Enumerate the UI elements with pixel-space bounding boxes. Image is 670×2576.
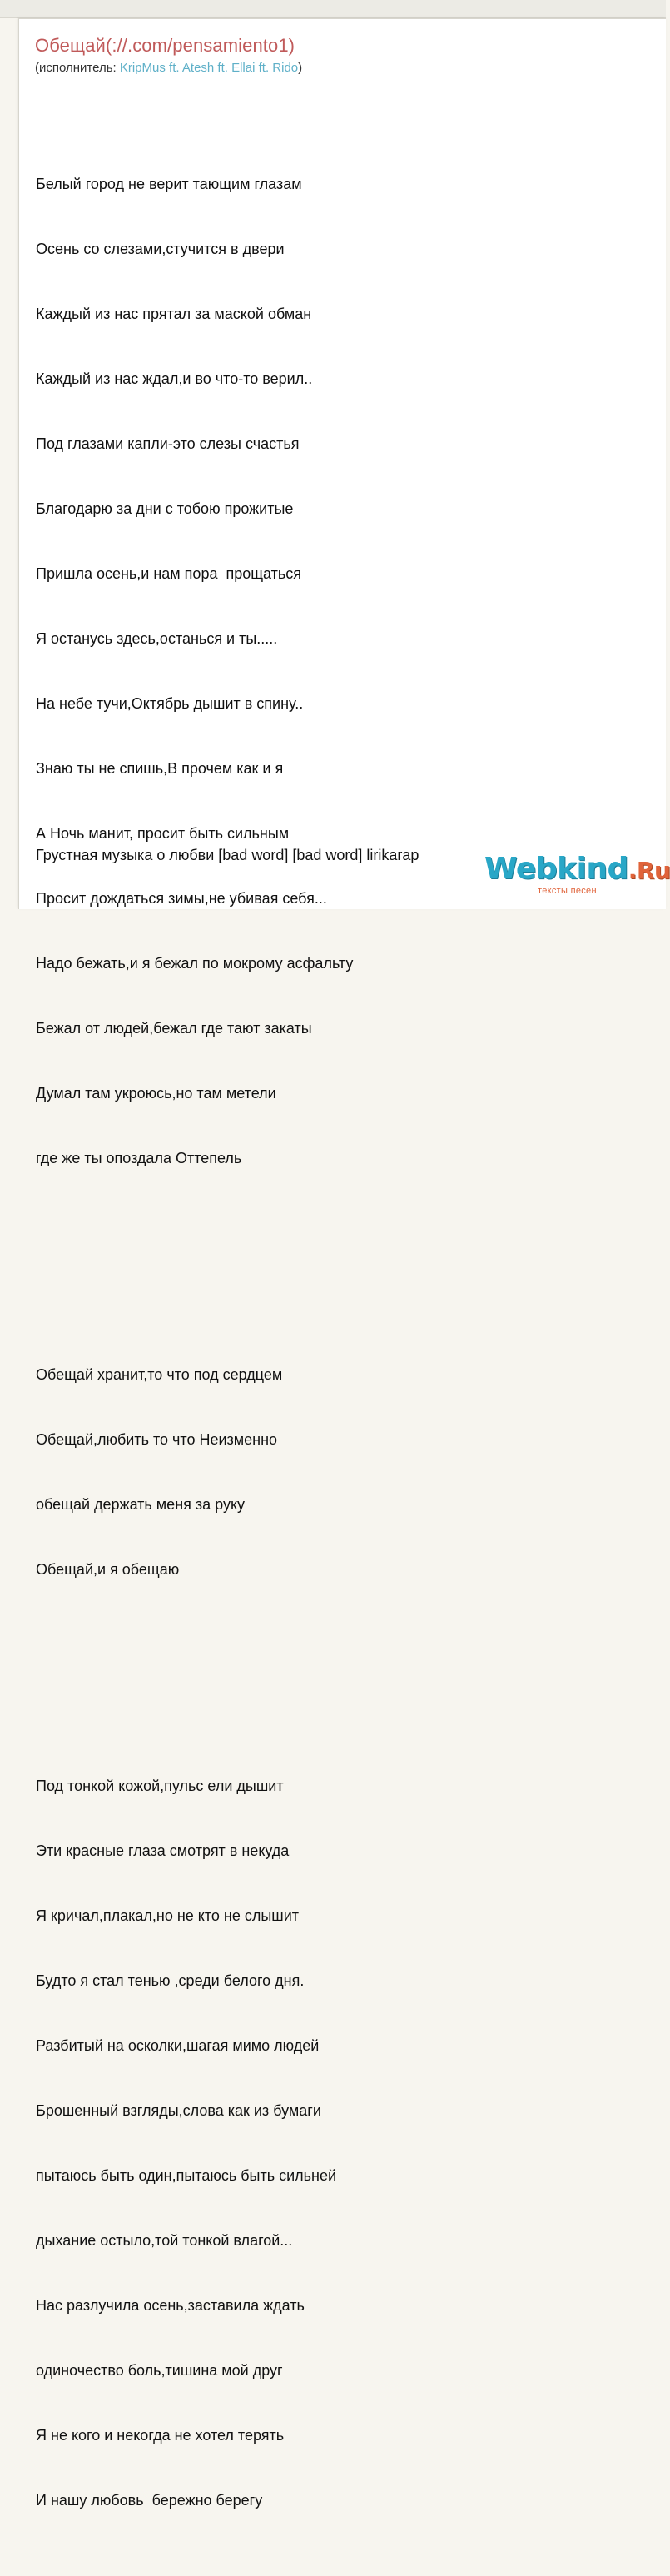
verse-1 bbox=[36, 130, 353, 1212]
lyric-line: Нас разлучила осень,заставила ждать bbox=[36, 2297, 305, 2314]
stanza-gap bbox=[36, 1667, 353, 1688]
artist-prefix: (исполнитель: bbox=[35, 61, 120, 75]
artist-line bbox=[35, 61, 302, 75]
lyric-line: Будто я стал тенью ,среди белого дня. bbox=[36, 1972, 305, 1989]
stanza-gap bbox=[36, 1256, 353, 1277]
footer-text: Грустная музыка о любви [bad word] [bad word] lirikarap bbox=[36, 847, 419, 863]
lyric-line: А Ночь манит, просит быть сильным bbox=[36, 825, 290, 842]
lyric-line: И нашу любовь бережно берегу bbox=[36, 2492, 263, 2509]
lyric-line: На небе тучи,Октябрь дышит в спину.. bbox=[36, 695, 304, 712]
lyric-line: Обещай хранит,то что под сердцем bbox=[36, 1366, 283, 1383]
lyric-line: Думал там укроюсь,но там метели bbox=[36, 1085, 276, 1102]
lyric-line: Каждый из нас ждал,и во что-то верил.. bbox=[36, 370, 313, 387]
lyric-line: Осень со слезами,стучится в двери bbox=[36, 241, 285, 257]
logo-main-text: Webkind bbox=[484, 852, 628, 886]
lyric-line: Брошенный взгляды,слова как из бумаги bbox=[36, 2102, 321, 2119]
logo-subtitle: тексты песен bbox=[538, 886, 597, 896]
logo-wordmark bbox=[484, 853, 670, 888]
lyric-line: одиночество боль,тишина мой друг bbox=[36, 2362, 283, 2379]
lyric-line: Каждый из нас прятал за маской обман bbox=[36, 306, 312, 322]
chorus bbox=[36, 1320, 353, 1624]
lyric-line: обещай держать меня за руку bbox=[36, 1496, 246, 1513]
lyric-line: Разбитый на осколки,шагая мимо людей bbox=[36, 2037, 320, 2054]
lyric-line: Под глазами капли-это слезы счастья bbox=[36, 435, 300, 452]
verse-2 bbox=[36, 1732, 353, 2554]
lyric-line: дыхание остыло,той тонкой влагой... bbox=[36, 2232, 293, 2249]
lyric-line: Благодарю за дни с тобою прожитые bbox=[36, 500, 294, 517]
lyric-line: Под тонкой кожой,пульс ели дышит bbox=[36, 1778, 284, 1794]
logo-tld: .Ru bbox=[628, 857, 670, 884]
lyric-line: Я не кого и некогда не хотел терять bbox=[36, 2427, 285, 2444]
lyric-line: Я останусь здесь,останься и ты..... bbox=[36, 630, 278, 647]
webkind-logo[interactable] bbox=[484, 852, 670, 903]
song-title: Обещай(://.com/pensamiento1) bbox=[35, 35, 295, 56]
lyric-line: Просит дождаться зимы,не убивая себя... bbox=[36, 890, 327, 907]
lyric-line: где же ты опоздала Оттепель bbox=[36, 1150, 242, 1166]
lyric-line: Белый город не верит тающим глазам bbox=[36, 176, 302, 192]
lyrics-body bbox=[36, 87, 353, 2576]
lyric-line: Обещай,любить то что Неизменно bbox=[36, 1431, 278, 1448]
artist-suffix: ) bbox=[298, 61, 303, 75]
page-top-border bbox=[0, 0, 666, 18]
lyric-line: Надо бежать,и я бежал по мокрому асфальту bbox=[36, 955, 354, 972]
lyric-line: Знаю ты не спишь,В прочем как и я bbox=[36, 760, 284, 777]
lyric-line: Эти красные глаза смотрят в некуда bbox=[36, 1842, 290, 1859]
lyric-line: Я кричал,плакал,но не кто не слышит bbox=[36, 1907, 300, 1924]
lyric-line: Пришла осень,и нам пора прощаться bbox=[36, 565, 302, 582]
lyric-line: пытаюсь быть один,пытаюсь быть сильней bbox=[36, 2167, 337, 2184]
lyric-line: Бежал от людей,бежал где тают закаты bbox=[36, 1020, 312, 1037]
artist-link[interactable]: KripMus ft. Atesh ft. Ellai ft. Rido bbox=[119, 61, 299, 75]
lyric-line: Обещай,и я обещаю bbox=[36, 1561, 180, 1578]
